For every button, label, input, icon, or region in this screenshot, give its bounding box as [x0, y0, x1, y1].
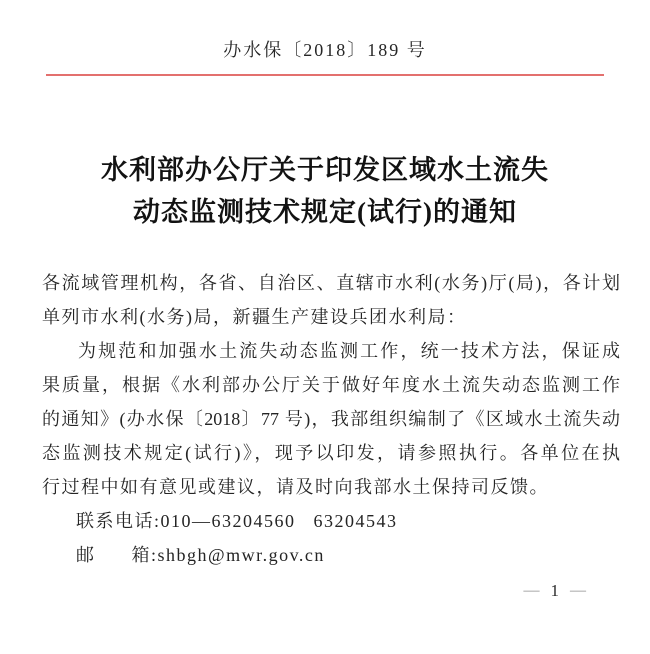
- body-line: 邮 箱:shbgh@mwr.gov.cn: [76, 545, 325, 565]
- body-line: 的通知》(办水保〔2018〕77 号)，我部组织编制了《区域水土流失动: [42, 409, 620, 429]
- page-number-dash-right: —: [570, 582, 586, 599]
- title-line-2: 动态监测技术规定(试行)的通知: [133, 197, 517, 227]
- body-line: 行过程中如有意见或建议，请及时向我部水土保持司反馈。: [42, 477, 549, 497]
- body-line: 态监测技术规定(试行)》，现予以印发，请参照执行。各单位在执: [42, 443, 620, 463]
- document-title: [0, 149, 650, 233]
- doc-number: 办水保〔2018〕189 号: [223, 40, 427, 60]
- red-divider-line: [46, 74, 604, 76]
- document-body: [42, 266, 620, 572]
- page-number: [524, 581, 587, 601]
- body-line: 单列市水利(水务)局，新疆生产建设兵团水利局：: [42, 307, 467, 327]
- body-line: 果质量，根据《水利部办公厅关于做好年度水土流失动态监测工作: [42, 375, 620, 395]
- body-line: 各流域管理机构，各省、自治区、直辖市水利(水务)厅(局)，各计划: [42, 273, 620, 293]
- body-line: 联系电话:010—63204560 63204543: [76, 511, 398, 531]
- body-line: 为规范和加强水土流失动态监测工作，统一技术方法，保证成: [78, 341, 620, 361]
- page-number-value: 1: [550, 581, 559, 600]
- title-line-1: 水利部办公厅关于印发区域水土流失: [101, 155, 549, 185]
- page-number-dash-left: —: [523, 582, 540, 599]
